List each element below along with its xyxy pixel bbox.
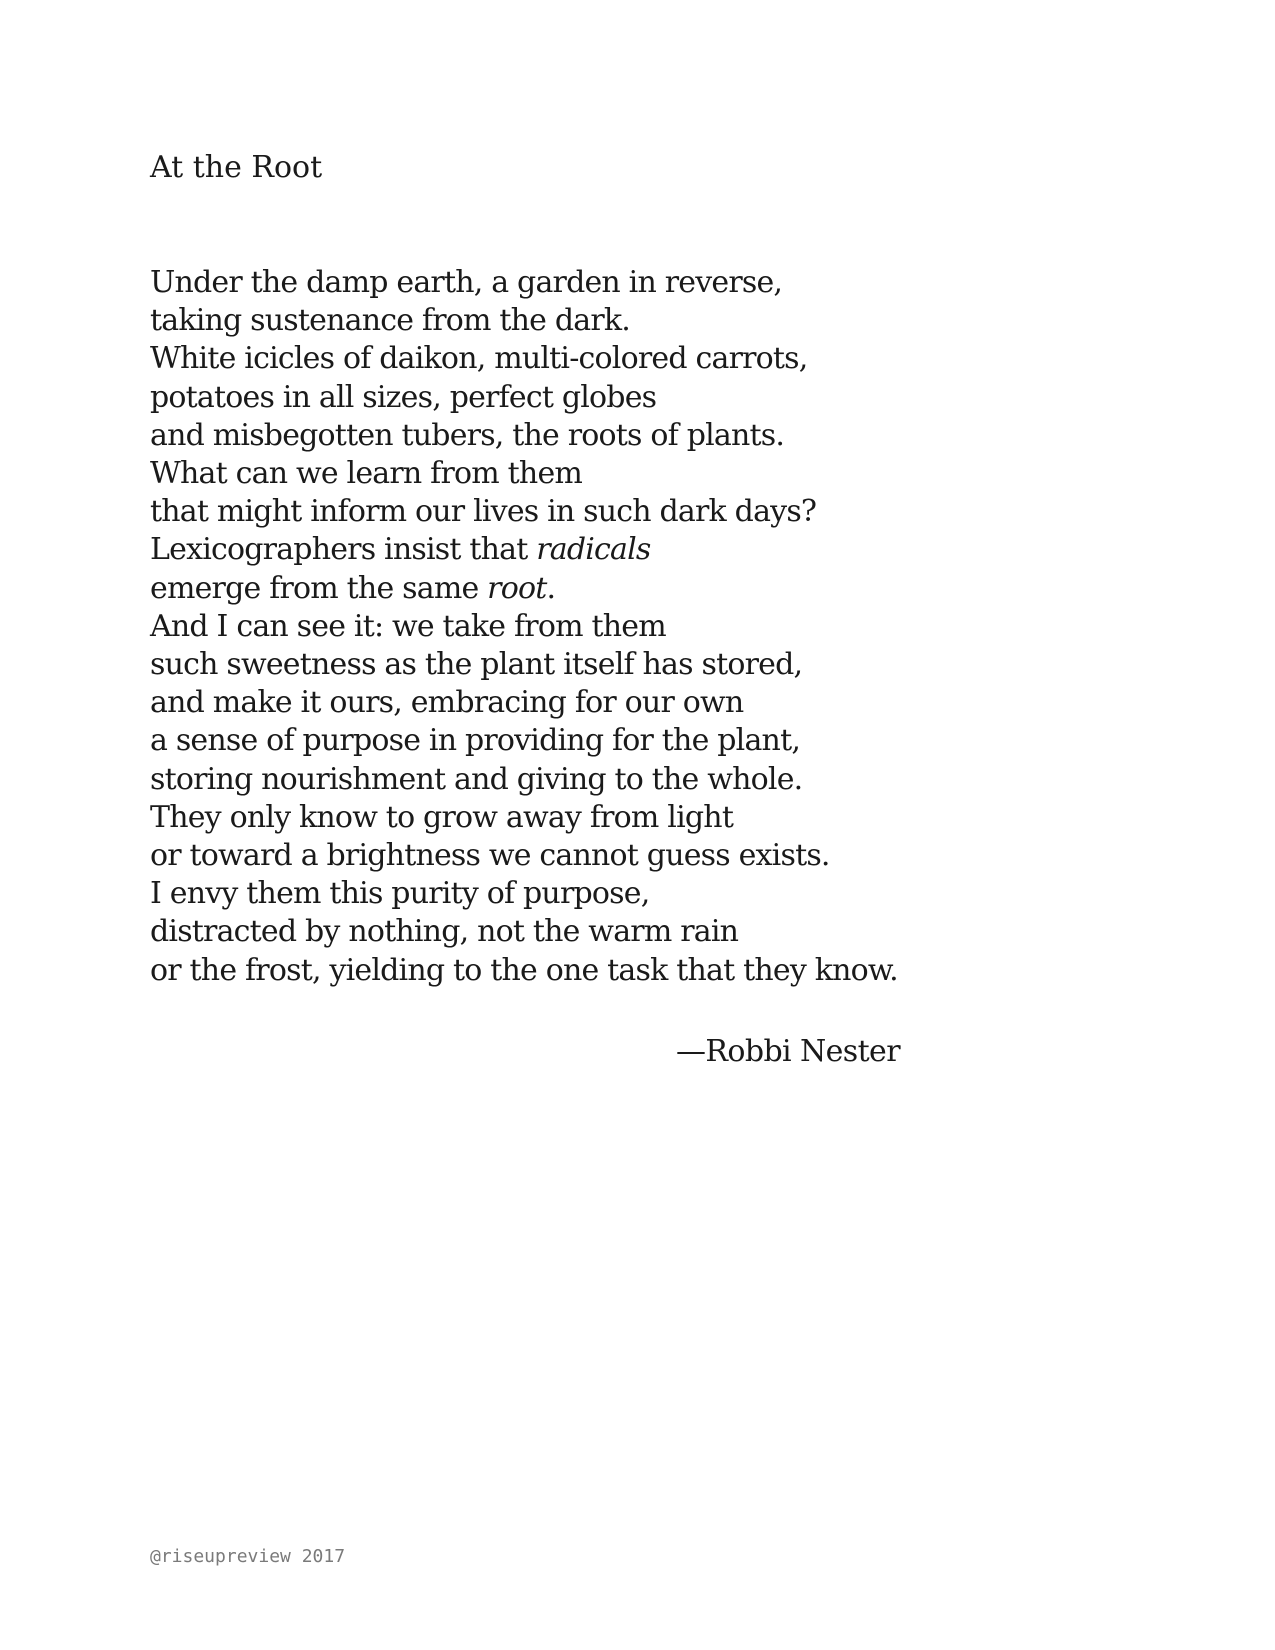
poem-line bbox=[150, 493, 898, 531]
poem-title: At the Root bbox=[150, 150, 323, 185]
poem-line bbox=[150, 837, 898, 875]
poem-line-text: And I can see it: we take from them bbox=[150, 608, 666, 644]
poem-line bbox=[150, 722, 898, 760]
poem-line-text: taking sustenance from the dark. bbox=[150, 303, 631, 339]
poem-line-text: or toward a brightness we cannot guess exists. bbox=[150, 838, 830, 874]
poem-line-text: They only know to grow away from light bbox=[150, 799, 734, 835]
poem-line bbox=[150, 340, 898, 378]
poem-line bbox=[150, 646, 898, 684]
poem-line-text: emerge from the same bbox=[150, 570, 488, 606]
poem-line-text: Under the damp earth, a garden in reverse, bbox=[150, 265, 783, 300]
poem-line-text: Lexicographers insist that bbox=[150, 532, 537, 568]
poem-line-text: that might inform our lives in such dark days? bbox=[150, 494, 817, 530]
poem-line bbox=[150, 913, 898, 951]
poem-line bbox=[150, 302, 898, 340]
poem-line-text: and make it ours, embracing for our own bbox=[150, 685, 744, 721]
poem-author: —Robbi Nester bbox=[676, 1034, 900, 1069]
poem-line bbox=[150, 417, 898, 455]
poem-line bbox=[150, 799, 898, 837]
poem-line bbox=[150, 455, 898, 493]
footer-credit: @riseupreview 2017 bbox=[150, 1546, 346, 1567]
poem-line bbox=[150, 608, 898, 646]
poem-line bbox=[150, 264, 898, 302]
poem-line-text: potatoes in all sizes, perfect globes bbox=[150, 379, 657, 415]
poem-line-text: a sense of purpose in providing for the plant, bbox=[150, 723, 801, 759]
poem-line-emphasis: root bbox=[487, 570, 547, 606]
poem-body bbox=[150, 264, 898, 990]
poem-line bbox=[150, 570, 898, 608]
poem-line-emphasis: radicals bbox=[536, 532, 651, 568]
poem-line-text: . bbox=[546, 570, 556, 606]
poem-line-text: I envy them this purity of purpose, bbox=[150, 876, 650, 912]
poem-line-text: What can we learn from them bbox=[150, 456, 583, 492]
poem-line bbox=[150, 379, 898, 417]
poem-line-text: or the frost, yielding to the one task that they know. bbox=[150, 952, 898, 988]
poem-line bbox=[150, 684, 898, 722]
poem-line-text: storing nourishment and giving to the whole. bbox=[150, 761, 803, 797]
poem-line bbox=[150, 875, 898, 913]
poem-line-text: such sweetness as the plant itself has stored, bbox=[150, 647, 803, 683]
poem-line bbox=[150, 531, 898, 569]
poem-line-text: distracted by nothing, not the warm rain bbox=[150, 914, 739, 950]
poem-line-text: and misbegotten tubers, the roots of plants. bbox=[150, 417, 785, 453]
poem-line bbox=[150, 761, 898, 799]
poem-line bbox=[150, 952, 898, 990]
poem-line-text: White icicles of daikon, multi-colored carrots, bbox=[150, 341, 808, 377]
